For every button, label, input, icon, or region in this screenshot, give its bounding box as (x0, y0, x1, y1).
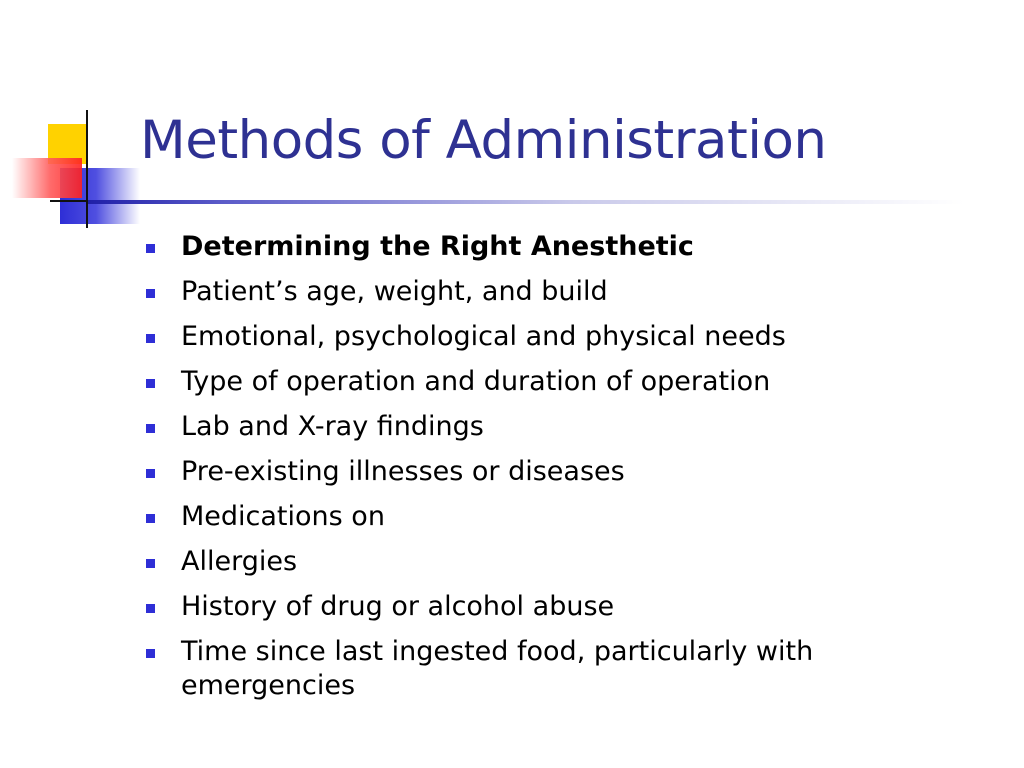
bullet-square-icon (146, 469, 155, 478)
logo-red-square (12, 158, 82, 198)
bullet-square-icon (146, 604, 155, 613)
bullet-square-icon (146, 334, 155, 343)
list-item (146, 545, 966, 579)
corner-logo (0, 0, 140, 240)
list-item (146, 230, 966, 264)
list-item (146, 635, 966, 703)
bullet-text: History of drug or alcohol abuse (181, 591, 615, 622)
bullet-text: Emotional, psychological and physical needs (181, 321, 786, 352)
bullet-square-icon (146, 424, 155, 433)
bullet-square-icon (146, 649, 155, 658)
list-item (146, 320, 966, 354)
slide-title: Methods of Administration (140, 110, 827, 171)
bullet-text: Lab and X-ray findings (181, 411, 484, 442)
bullet-text: Type of operation and duration of operation (181, 366, 771, 397)
bullet-square-icon (146, 514, 155, 523)
bullet-text: Patient’s age, weight, and build (181, 276, 608, 307)
logo-vertical-line (86, 110, 88, 228)
bullet-square-icon (146, 379, 155, 388)
bullet-square-icon (146, 244, 155, 253)
list-item (146, 590, 966, 624)
list-item (146, 500, 966, 534)
bullet-list (146, 230, 966, 714)
bullet-square-icon (146, 289, 155, 298)
bullet-text: Medications on (181, 501, 385, 532)
bullet-text: Determining the Right Anesthetic (181, 231, 694, 262)
list-item (146, 410, 966, 444)
list-item (146, 455, 966, 489)
list-item (146, 275, 966, 309)
title-underline (88, 200, 964, 204)
bullet-text: Pre-existing illnesses or diseases (181, 456, 625, 487)
logo-horizontal-line (50, 200, 88, 202)
bullet-text: Allergies (181, 546, 298, 577)
list-item (146, 365, 966, 399)
bullet-text: Time since last ingested food, particularly with emergencies (181, 636, 814, 701)
bullet-square-icon (146, 559, 155, 568)
